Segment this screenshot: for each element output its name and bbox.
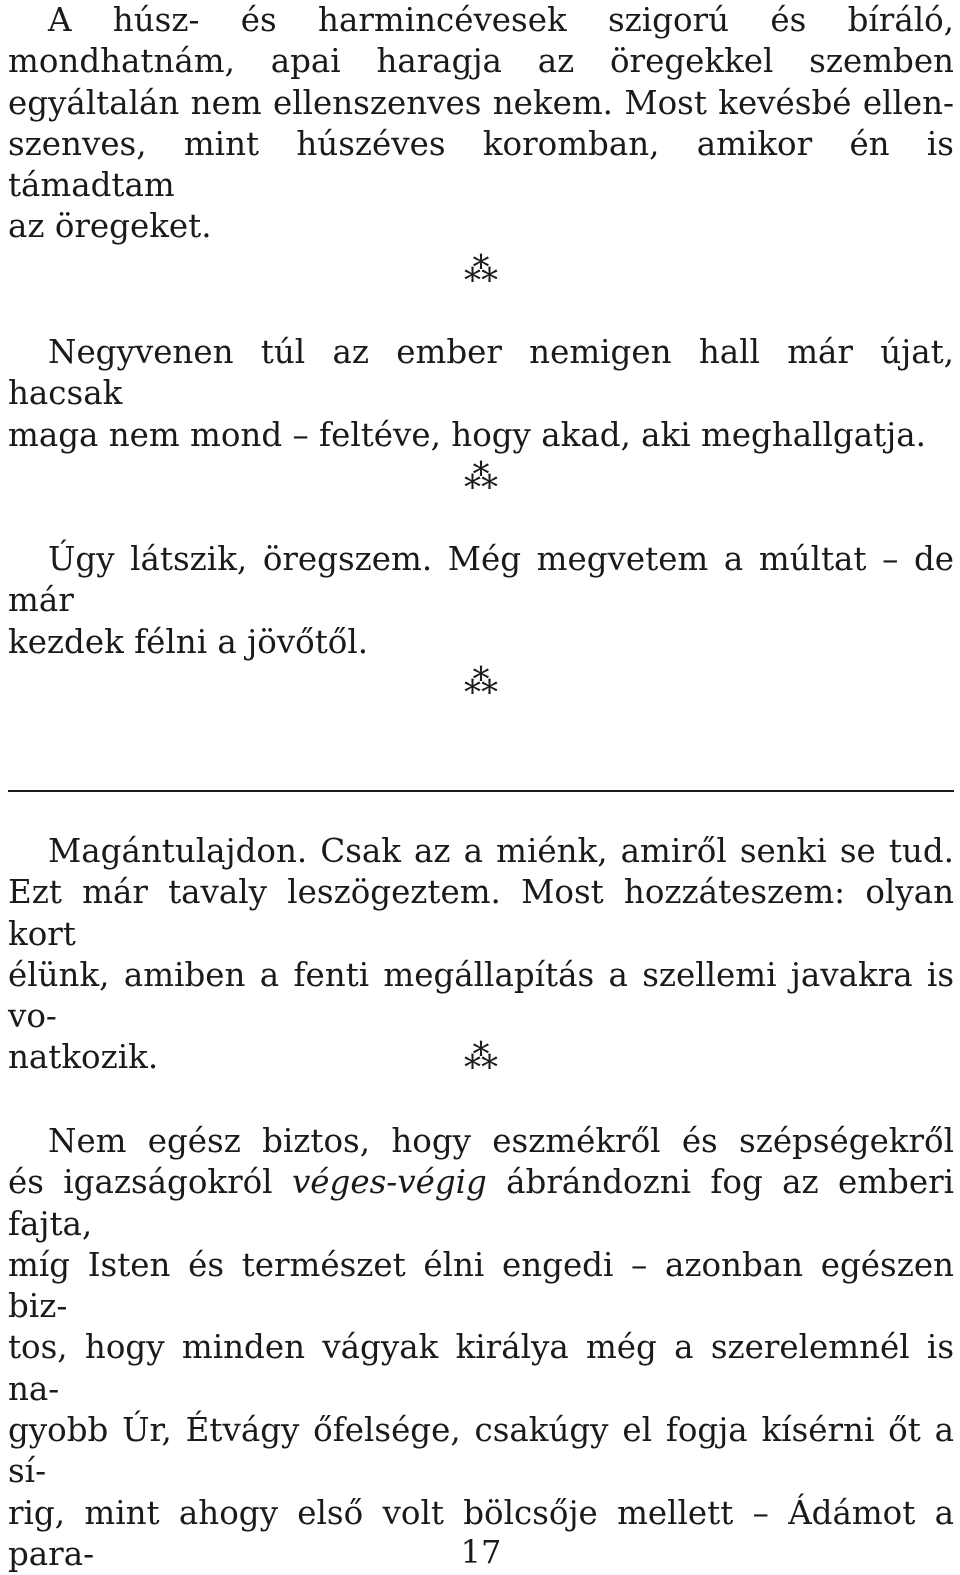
text-line: szenves, mint húszéves koromban, amikor én is támadtam: [8, 124, 954, 205]
text-line: az öregeket.: [8, 207, 212, 246]
text-line: Úgy látszik, öregszem. Még megvetem a múltat – de már: [8, 540, 954, 620]
text-line: Negyvenen túl az ember nemigen hall már újat, hacsak: [8, 333, 954, 413]
asterism-divider: ⁂: [464, 457, 498, 497]
italic-phrase: véges-végig: [291, 1163, 487, 1202]
text-line: rig, mint ahogy első volt bölcsője mellett – Ádámot a para-: [8, 1493, 954, 1573]
text-segment: és igazságokról: [8, 1163, 292, 1202]
text-line: egyáltalán nem ellenszenves nekem. Most kevésbé ellen-: [8, 83, 954, 122]
text-line: Nem egész biztos, hogy eszmékről és szépségekről: [48, 1122, 954, 1160]
paragraph-1: [8, 0, 954, 248]
text-line: maga nem mond – feltéve, hogy akad, aki meghallgatja.: [8, 415, 926, 454]
text-line: tos, hogy minden vágyak királya még a szerelemnél is na-: [8, 1328, 954, 1408]
text-line: élünk, amiben a fenti megállapítás a szellemi javakra is vo-: [8, 955, 954, 1036]
asterism-divider: ⁂: [464, 1037, 498, 1077]
text-line: kezdek félni a jövőtől.: [8, 622, 369, 661]
text-line: mondhatnám, apai haragja az öregekkel szemben: [8, 42, 954, 81]
text-line: míg Isten és természet élni engedi – azonban egészen biz-: [8, 1245, 954, 1326]
text-line: [8, 1162, 954, 1245]
paragraph-3: [8, 539, 954, 663]
horizontal-rule: [8, 790, 954, 792]
page-number: 17: [460, 1533, 502, 1571]
asterism-divider: ⁂: [464, 250, 498, 290]
text-segment: ábrándozni fog az emberi fajta,: [8, 1163, 954, 1243]
text-line: gyobb Úr, Étvágy őfelsége, csakúgy el fogja kísérni őt a sí-: [8, 1411, 954, 1491]
asterism-divider: ⁂: [464, 662, 498, 702]
paragraph-5: [8, 1121, 954, 1575]
text-line: Ezt már tavaly leszögeztem. Most hozzáteszem: olyan kort: [8, 873, 954, 953]
text-line: natkozik.: [8, 1038, 159, 1077]
text-line: A húsz- és harmincévesek szigorú és bíráló,: [48, 1, 954, 39]
paragraph-2: [8, 332, 954, 456]
text-line: Magántulajdon. Csak az a miénk, amiről senki se tud.: [48, 832, 954, 870]
